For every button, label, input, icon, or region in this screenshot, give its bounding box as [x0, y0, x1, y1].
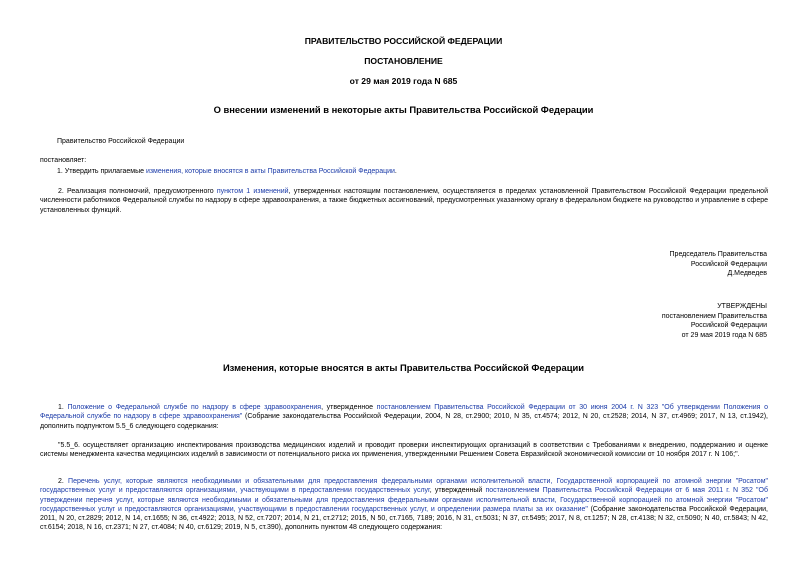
- change-1-text: , утвержденное: [321, 404, 377, 411]
- change-2-number: 2.: [58, 478, 69, 485]
- approval-line-4: от 29 мая 2019 года N 685: [681, 332, 767, 339]
- resolution-323-link[interactable]: постановлением Правительства Российской Федерации от 30 июня 2004 г. N 323 "Об утверждении Положения о Федеральной службе по надзору в сфере здравоохранения": [40, 404, 768, 421]
- item-1-prefix: 1. Утвердить прилагаемые: [57, 168, 146, 175]
- issuer-text: Правительство Российской Федерации: [57, 138, 185, 145]
- approval-line-3: Российской Федерации: [690, 322, 767, 329]
- regulation-link[interactable]: Положение о Федеральной службе по надзору в сфере здравоохранения: [67, 404, 322, 411]
- services-list-link[interactable]: Перечень услуг, которые являются необходимыми и обязательными для предоставления федеральными органами исполнительной власти, Государственной корпорацией по атомной энергии "Росатом" государственных услуг и предоставляются организациями, участвующими в предоставлении государственных услуг: [40, 478, 768, 495]
- point-1-link[interactable]: пунктом 1 изменений: [216, 188, 289, 195]
- signature-position: Председатель Правительства: [669, 251, 767, 258]
- signature-country: Российской Федерации: [690, 261, 767, 268]
- government-name: ПРАВИТЕЛЬСТВО РОССИЙСКОЙ ФЕДЕРАЦИИ: [304, 36, 503, 46]
- change-2: [40, 477, 768, 533]
- change-2-text: , утвержденный: [429, 487, 486, 495]
- resolution-352-link[interactable]: постановлением Правительства Российской Федерации от 6 мая 2011 г. N 352 "Об утверждении перечня услуг, которые являются необходимыми и обязательными для предоставления федеральными органами исполнительной власти, Государственной корпорацией по атомной энергии "Росатом" государственных услуг и предоставляются организациями, участвующими в предоставлении государственных услуг, и определении размера платы за их оказание": [40, 487, 768, 513]
- item-2-suffix: , утвержденных настоящим постановлением, осуществляется в пределах установленной Правительством Российской Федерации предельной численности работников Федеральной службы по надзору в сфере здравоохранения, а также бюджетных ассигнований, предусмотренных указанному органу в федеральном бюджете на руководство и управление в сфере установленных функций.: [40, 188, 768, 214]
- approval-title: УТВЕРЖДЕНЫ: [717, 303, 767, 310]
- changes-link[interactable]: изменения, которые вносятся в акты Правительства Российской Федерации: [145, 168, 395, 175]
- document-date-number: от 29 мая 2019 года N 685: [349, 76, 458, 86]
- change-1-rest: (Собрание законодательства Российской Федерации, 2004, N 28, ст.2900; 2010, N 35, ст.4574; 2012, N 20, ст.2528; 2014, N 37, ст.4969; 2017, N 13, ст.1942), дополнить подпунктом 5.5_6 следующего содержания:: [40, 413, 768, 430]
- signature-name: Д.Медведев: [727, 270, 767, 277]
- item-2-prefix: 2. Реализация полномочий, предусмотренного: [58, 188, 217, 195]
- document-title: О внесении изменений в некоторые акты Правительства Российской Федерации: [213, 104, 594, 115]
- change-1: [40, 403, 768, 431]
- approval-line-2: постановлением Правительства: [661, 313, 767, 320]
- document-type: ПОСТАНОВЛЕНИЕ: [364, 56, 443, 66]
- item-1: [57, 167, 397, 176]
- item-1-suffix: .: [394, 168, 397, 175]
- changes-title: Изменения, которые вносятся в акты Правительства Российской Федерации: [222, 362, 585, 373]
- item-2: [40, 187, 768, 215]
- change-1-number: 1.: [58, 404, 68, 411]
- decides-text: постановляет:: [40, 157, 87, 164]
- change-1-quote: [40, 441, 768, 460]
- change-2-rest: (Собрание законодательства Российской Федерации, 2011, N 20, ст.2829; 2012, N 14, ст.1655; N 36, ст.4922; 2013, N 52, ст.7207; 2014, N 21, ст.2712; 2015, N 50, ст.7165, 7189; 2016, N 31, ст.5031; N 37, ст.5495; 2017, N 8, ст.1257; N 28, ст.4138; N 32, ст.5090; N 40, ст.5843; N 42, ст.6154; 2018, N 16, ст.2371; N 27, ст.4084; N 40, ст.6129; 2019, N 5, ст.390), дополнить пунктом 48 следующего содержания:: [40, 505, 768, 532]
- quote-text: "5.5_6. осуществляет организацию инспектирования производства медицинских изделий и проводит проверки инспектирующих организаций в соответствии с Требованиями к внедрению, поддержанию и оценке системы менеджмента качества медицинских изделий в зависимости от потенциального риска их применения, утвержденными Решением Совета Евразийской экономической комиссии от 10 ноября 2017 г. N 106;".: [40, 442, 768, 459]
